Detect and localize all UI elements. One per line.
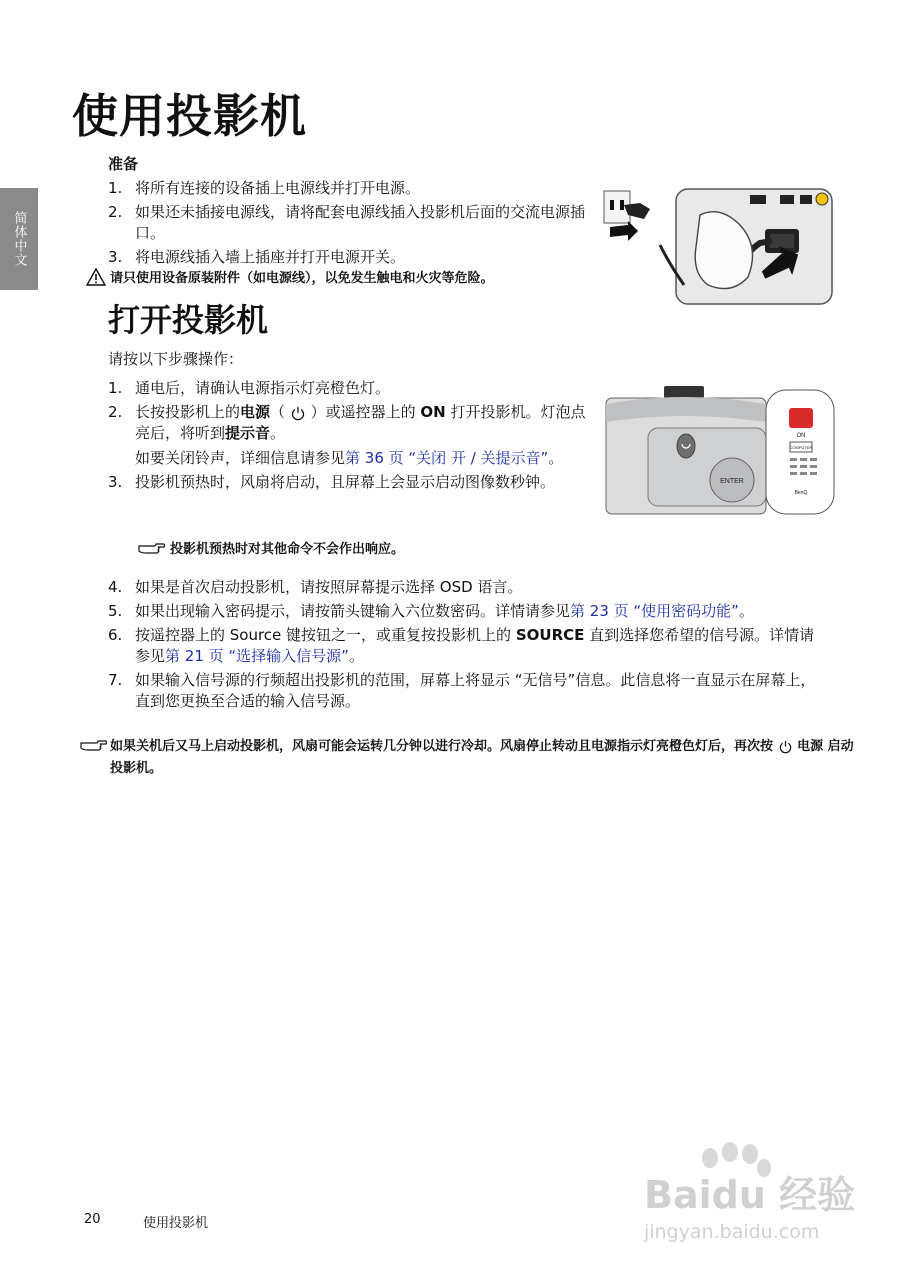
- list-item: 6. 按遥控器上的 Source 键按钮之一，或重复按投影机上的 SOURCE 直到选择您希望的信号源。详情请参见第 21 页 “选择输入信号源”。: [108, 626, 815, 665]
- list-item: 3. 投影机预热时，风扇将启动，且屏幕上会显示启动图像数秒钟。: [108, 473, 556, 491]
- page-link-23[interactable]: 第 23 页 “使用密码功能”: [570, 602, 739, 620]
- list-item: 7. 如果输入信号源的行频超出投影机的范围，屏幕上将显示 “无信号”信息。此信息将一直显示在屏幕上，直到您更换至合适的输入信号源。: [108, 671, 816, 710]
- warning-note: [86, 267, 494, 286]
- list-item: 4. 如果是首次启动投影机，请按照屏幕提示选择 OSD 语言。: [108, 578, 523, 596]
- remote-on-label: ON: [796, 433, 806, 439]
- warning-text: 请只使用设备原装附件（如电源线），以免发生触电和火灾等危险。: [110, 271, 494, 286]
- language-side-tab: [0, 188, 38, 290]
- warning-icon: [86, 268, 106, 286]
- prep-steps: [108, 178, 588, 271]
- pointing-hand-icon: [80, 737, 108, 753]
- page-link-36[interactable]: 第 36 页 “关闭 开 / 关提示音”: [345, 449, 549, 467]
- language-label: 简体中文: [11, 211, 27, 267]
- power-cord-figure: [600, 185, 835, 307]
- power-icon: [290, 405, 306, 421]
- list-item: 5. 如果出现输入密码提示，请按箭头键输入六位数密码。详情请参见第 23 页 “使用密码功能”。: [108, 602, 754, 620]
- remote-computer-label: COMPUTER: [789, 445, 813, 450]
- power-on-steps-b: [108, 577, 828, 715]
- control-panel-figure: [604, 382, 836, 516]
- power-on-steps-a: [108, 378, 588, 496]
- pointing-hand-icon: [138, 540, 166, 556]
- list-item: 1. 通电后，请确认电源指示灯亮橙色灯。: [108, 379, 391, 397]
- power-on-heading: 打开投影机: [108, 301, 269, 339]
- remote-brand-label: BenQ: [794, 490, 808, 496]
- list-item: 1. 将所有连接的设备插上电源线并打开电源。: [108, 179, 421, 197]
- watermark-url: jingyan.baidu.com: [644, 1221, 820, 1243]
- paw-icon: [702, 1142, 771, 1177]
- watermark-brand: Baidu 经验: [644, 1173, 856, 1217]
- page-number: 20: [84, 1212, 101, 1227]
- power-icon: [778, 739, 793, 754]
- prep-heading: 准备: [108, 155, 139, 173]
- note-warmup: 投影机预热时对其他命令不会作出响应。: [138, 539, 404, 561]
- page-title: 使用投影机: [72, 89, 307, 143]
- enter-button-label: ENTER: [720, 478, 744, 485]
- footer-title: 使用投影机: [143, 1216, 209, 1231]
- list-item: 3. 将电源线插入墙上插座并打开电源开关。: [108, 248, 406, 266]
- note-cooldown: 如果关机后又马上启动投影机，风扇可能会运转几分钟以进行冷却。风扇停止转动且电源指示灯亮橙色灯后，再次按 电源 启动投影机。: [80, 736, 862, 780]
- list-item: 2. 如果还未插接电源线，请将配套电源线插入投影机后面的交流电源插口。: [108, 203, 586, 242]
- power-on-intro: 请按以下步骤操作：: [108, 350, 244, 368]
- baidu-watermark: [640, 1140, 860, 1254]
- page-link-21[interactable]: 第 21 页 “选择输入信号源”: [165, 647, 349, 665]
- list-item: 2. 长按投影机上的电源（ ）或遥控器上的 ON 打开投影机。灯泡点亮后，将听到提示音。 如要关闭铃声，详细信息请参见第 36 页 “关闭 开 / 关提示音”。: [108, 403, 586, 467]
